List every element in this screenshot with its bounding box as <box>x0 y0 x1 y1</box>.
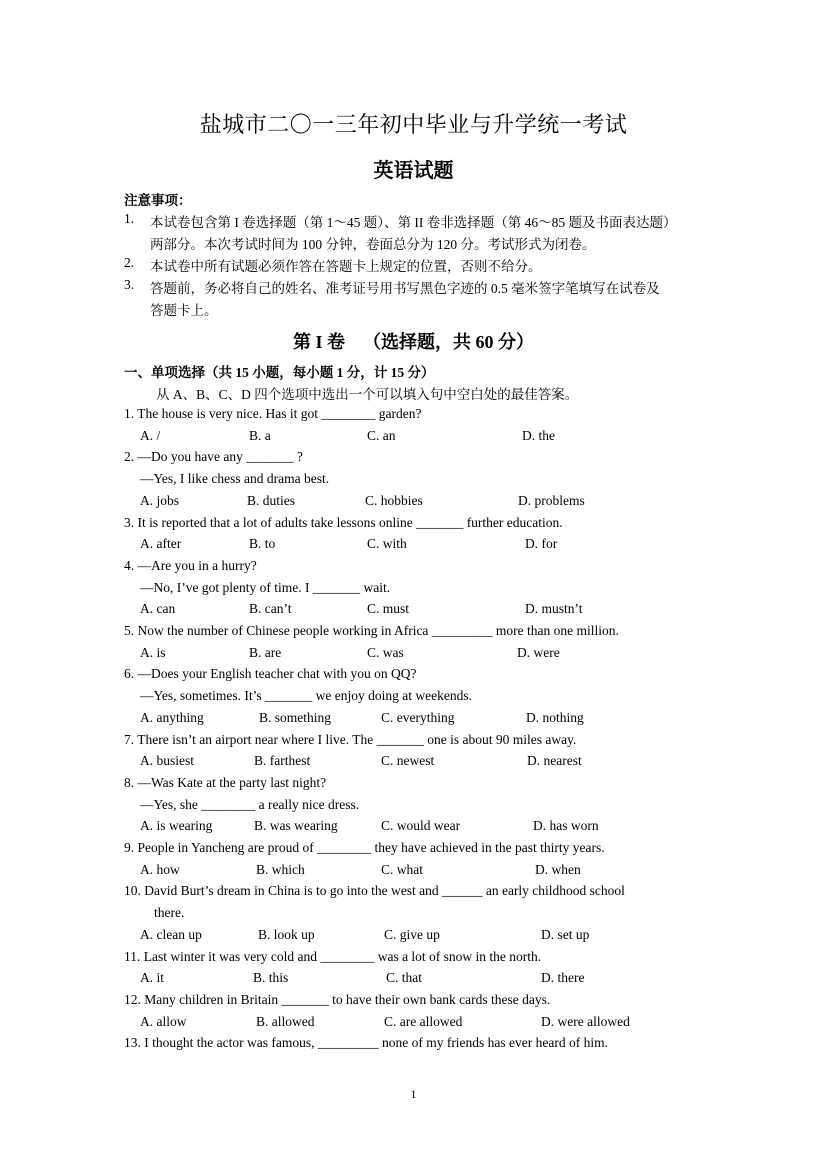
notice-item-text-cont: 答题卡上。 <box>150 303 218 318</box>
answer-options <box>0 428 827 446</box>
answer-option: A. allow <box>140 1013 187 1029</box>
answer-option: B. a <box>249 427 271 443</box>
part-title <box>0 328 827 354</box>
answer-option: A. is wearing <box>140 818 213 834</box>
answer-options <box>0 753 827 771</box>
question-text: 2. —Do you have any _______ ? <box>124 449 303 465</box>
answer-option: C. must <box>367 601 410 617</box>
question-text: 7. There isn’t an airport near where I live. The _______ one is about 90 miles away. <box>124 731 577 747</box>
answer-option: B. was wearing <box>254 818 338 834</box>
answer-option: A. can <box>140 601 176 617</box>
answer-option: D. the <box>522 427 555 443</box>
answer-options <box>0 862 827 880</box>
answer-option: A. it <box>140 970 165 986</box>
answer-option: B. look up <box>258 926 315 942</box>
answer-option: C. an <box>367 427 396 443</box>
notice-item-text: 本试卷中所有试题必须作答在答题卡上规定的位置，否则不给分。 <box>150 259 542 274</box>
question-text-cont: —Yes, I like chess and drama best. <box>140 471 330 487</box>
answer-option: C. are allowed <box>384 1013 463 1029</box>
answer-options <box>0 536 827 554</box>
question-text-cont: there. <box>154 905 185 921</box>
section-instruction: 从 A、B、C、D 四个选项中选出一个可以填入句中空白处的最佳答案。 <box>156 387 579 402</box>
answer-options <box>0 1014 827 1032</box>
question-text: 6. —Does your English teacher chat with you on QQ? <box>124 666 417 682</box>
answer-options <box>0 927 827 945</box>
question-text: 9. People in Yancheng are proud of ________ they have achieved in the past thirty years. <box>124 840 605 855</box>
answer-option: C. newest <box>381 753 435 769</box>
answer-options <box>0 645 827 663</box>
answer-options <box>0 493 827 511</box>
answer-option: B. which <box>256 861 305 877</box>
answer-options <box>0 818 827 836</box>
answer-option: B. are <box>249 644 282 660</box>
notice-item-number: 1. <box>124 211 135 226</box>
section-title: 一、单项选择（共 15 小题，每小题 1 分，计 15 分） <box>124 365 435 380</box>
answer-option: D. were allowed <box>541 1013 630 1029</box>
question-text: 11. Last winter it was very cold and ________ was a lot of snow in the north. <box>124 948 542 964</box>
answer-option: A. anything <box>140 709 204 725</box>
answer-option: D. when <box>535 861 581 877</box>
answer-options <box>0 970 827 988</box>
answer-option: D. has worn <box>533 818 599 834</box>
question-text-cont: —No, I’ve got plenty of time. I _______ wait. <box>140 579 391 595</box>
answer-option: D. nearest <box>527 753 582 769</box>
question-text: 12. Many children in Britain _______ to have their own bank cards these days. <box>124 991 551 1007</box>
answer-option: C. that <box>386 970 422 986</box>
notice-item-text: 本试卷包含第 I 卷选择题（第 1～45 题）、第 II 卷非选择题（第 46～85 题及书面表达题） <box>150 215 677 230</box>
answer-options <box>0 601 827 619</box>
answer-options <box>0 710 827 728</box>
answer-option: D. problems <box>518 492 585 508</box>
answer-option: A. busiest <box>140 753 194 769</box>
answer-option: C. what <box>381 861 423 877</box>
answer-option: B. farthest <box>254 753 311 769</box>
exam-subtitle: 英语试题 <box>373 160 454 182</box>
answer-option: A. clean up <box>140 926 202 942</box>
notice-heading: 注意事项： <box>124 193 192 208</box>
answer-option: D. mustn’t <box>525 601 583 617</box>
answer-option: B. to <box>249 536 276 552</box>
answer-option: A. how <box>140 861 180 877</box>
question-text: 10. David Burt’s dream in China is to go into the west and ______ an early childhood school <box>124 883 625 899</box>
question-text-cont: —Yes, she ________ a really nice dress. <box>140 796 360 812</box>
notice-item-text: 答题前，务必将自己的姓名、准考证号用书写黑色字迹的 0.5 毫米签字笔填写在试卷及 <box>150 281 660 296</box>
answer-option: D. nothing <box>526 709 584 725</box>
answer-option: B. something <box>259 709 332 725</box>
answer-option: A. / <box>140 427 161 443</box>
answer-option: D. set up <box>541 926 590 942</box>
question-text: 4. —Are you in a hurry? <box>124 557 257 573</box>
question-text-cont: —Yes, sometimes. It’s _______ we enjoy doing at weekends. <box>140 688 472 704</box>
answer-option: B. allowed <box>256 1013 315 1029</box>
part-label: 第 I 卷 <box>292 332 345 352</box>
answer-option: A. is <box>140 644 166 660</box>
notice-item-number: 3. <box>124 277 135 292</box>
answer-option: A. after <box>140 536 182 552</box>
answer-option: B. can’t <box>249 601 292 617</box>
answer-option: C. would wear <box>381 818 461 834</box>
answer-option: C. with <box>367 536 407 552</box>
answer-option: C. give up <box>384 926 440 942</box>
question-text: 1. The house is very nice. Has it got ________ garden? <box>124 406 422 421</box>
question-text: 13. I thought the actor was famous, _________ none of my friends has ever heard of him. <box>124 1035 609 1051</box>
question-text: 8. —Was Kate at the party last night? <box>124 774 327 790</box>
answer-option: A. jobs <box>140 492 180 508</box>
answer-option: C. hobbies <box>365 492 423 508</box>
exam-title: 盐城市二〇一三年初中毕业与升学统一考试 <box>199 112 628 137</box>
answer-option: C. was <box>367 644 404 660</box>
notice-item-text-cont: 两部分。本次考试时间为 100 分钟，卷面总分为 120 分。考试形式为闭卷。 <box>150 237 596 252</box>
answer-option: D. for <box>525 536 558 552</box>
answer-option: C. everything <box>381 709 455 725</box>
page-number: 1 <box>410 1087 417 1101</box>
answer-option: D. there <box>541 970 585 986</box>
question-text: 5. Now the number of Chinese people working in Africa _________ more than one million. <box>124 623 619 638</box>
answer-option: B. duties <box>247 492 296 508</box>
answer-option: B. this <box>253 970 289 986</box>
notice-item-number: 2. <box>124 255 135 270</box>
question-text: 3. It is reported that a lot of adults take lessons online _______ further education. <box>124 514 563 530</box>
part-subtitle: （选择题，共 60 分） <box>363 332 534 352</box>
answer-option: D. were <box>517 644 560 660</box>
